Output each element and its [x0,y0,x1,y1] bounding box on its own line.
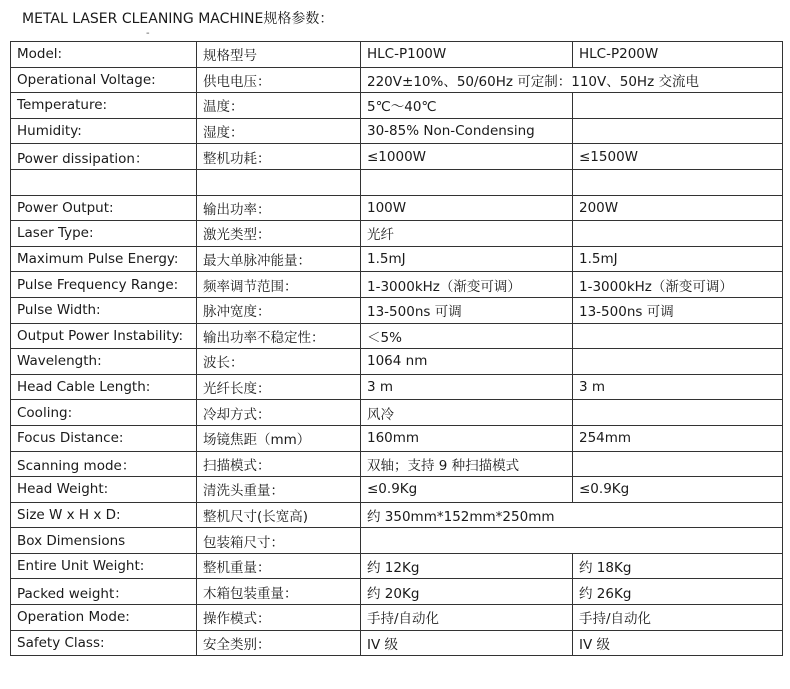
value-p100w: 5℃～40℃ [361,93,573,119]
value-p100w: 13-500ns 可调 [361,297,573,323]
value-shared [361,528,783,554]
param-name-cn: 安全类别： [197,630,361,656]
param-name-cn: 脉冲宽度： [197,297,361,323]
param-name-en: Head Weight: [11,477,197,503]
table-row [11,502,783,528]
table-row [11,323,783,349]
table-row [11,605,783,631]
param-name-en: Maximum Pulse Energy: [11,246,197,272]
value-p200w: ≤1500W [573,144,783,170]
value-p100w: 3 m [361,374,573,400]
table-row [11,169,783,195]
param-name-en: Operation Mode: [11,605,197,631]
value-p100w [361,169,573,195]
table-row [11,42,783,68]
table-row [11,93,783,119]
param-name-en: Entire Unit Weight: [11,553,197,579]
param-name-cn: 波长： [197,349,361,375]
stray-mark: - [146,28,150,39]
value-p200w [573,169,783,195]
param-name-en: Scanning mode： [11,451,197,477]
value-p100w: ≤0.9Kg [361,477,573,503]
param-name-en: Pulse Frequency Range: [11,272,197,298]
param-name-cn: 输出功率： [197,195,361,221]
value-p100w: 手持/自动化 [361,605,573,631]
param-name-cn: 扫描模式： [197,451,361,477]
value-p200w [573,400,783,426]
param-name-cn: 场镜焦距（mm） [197,425,361,451]
page-title: METAL LASER CLEANING MACHINE规格参数： [22,11,334,27]
table-row [11,400,783,426]
param-name-cn: 冷却方式： [197,400,361,426]
value-shared: 约 350mm*152mm*250mm [361,502,783,528]
param-name-cn: 供电电压： [197,67,361,93]
param-name-en: Laser Type: [11,221,197,247]
param-name-cn: 整机功耗： [197,144,361,170]
param-name-en: Focus Distance: [11,425,197,451]
param-name-en: Size W x H x D: [11,502,197,528]
value-p100w: 风冷 [361,400,573,426]
value-p200w: 1.5mJ [573,246,783,272]
value-p200w [573,451,783,477]
param-name-en [11,169,197,195]
table-row [11,67,783,93]
spec-table [10,41,783,656]
param-name-cn: 整机重量： [197,553,361,579]
table-row [11,246,783,272]
table-row [11,579,783,605]
param-name-en: Wavelength: [11,349,197,375]
value-p200w: 200W [573,195,783,221]
value-p200w [573,349,783,375]
table-row [11,477,783,503]
value-p200w: 254mm [573,425,783,451]
value-p200w: HLC-P200W [573,42,783,68]
value-p200w: 1-3000kHz（渐变可调） [573,272,783,298]
param-name-cn: 整机尺寸(长宽高) [197,502,361,528]
value-shared: 220V±10%、50/60Hz 可定制：110V、50Hz 交流电 [361,67,783,93]
param-name-en: Box Dimensions [11,528,197,554]
value-p200w [573,93,783,119]
param-name-en: Safety Class: [11,630,197,656]
table-row [11,374,783,400]
value-p100w: 1.5mJ [361,246,573,272]
value-p200w [573,118,783,144]
param-name-cn: 包装箱尺寸： [197,528,361,554]
param-name-en: Pulse Width: [11,297,197,323]
table-row [11,630,783,656]
value-p100w: 30-85% Non-Condensing [361,118,573,144]
value-p100w: IV 级 [361,630,573,656]
value-p100w: 1-3000kHz（渐变可调） [361,272,573,298]
param-name-en: Operational Voltage: [11,67,197,93]
table-row [11,553,783,579]
value-p200w: 约 18Kg [573,553,783,579]
param-name-cn: 温度： [197,93,361,119]
value-p200w: 约 26Kg [573,579,783,605]
param-name-cn: 规格型号 [197,42,361,68]
value-p100w: 光纤 [361,221,573,247]
value-p100w: ≤1000W [361,144,573,170]
value-p200w: ≤0.9Kg [573,477,783,503]
param-name-cn: 频率调节范围： [197,272,361,298]
table-row [11,425,783,451]
value-p200w: IV 级 [573,630,783,656]
param-name-cn: 清洗头重量： [197,477,361,503]
value-p100w: 100W [361,195,573,221]
param-name-en: Temperature: [11,93,197,119]
value-p100w: 1064 nm [361,349,573,375]
value-p100w: 约 12Kg [361,553,573,579]
table-row [11,195,783,221]
value-p200w: 3 m [573,374,783,400]
table-row [11,144,783,170]
param-name-en: Humidity: [11,118,197,144]
param-name-en: Cooling: [11,400,197,426]
param-name-en: Power dissipation： [11,144,197,170]
value-p100w: HLC-P100W [361,42,573,68]
param-name-cn: 激光类型： [197,221,361,247]
param-name-en: Packed weight： [11,579,197,605]
value-p100w: 约 20Kg [361,579,573,605]
param-name-en: Model: [11,42,197,68]
table-row [11,118,783,144]
value-p100w: 160mm [361,425,573,451]
table-row [11,272,783,298]
param-name-en: Output Power Instability: [11,323,197,349]
value-p200w: 13-500ns 可调 [573,297,783,323]
param-name-cn: 湿度： [197,118,361,144]
param-name-cn: 输出功率不稳定性： [197,323,361,349]
value-p200w: 手持/自动化 [573,605,783,631]
value-p100w: ＜5% [361,323,573,349]
param-name-cn [197,169,361,195]
param-name-en: Power Output: [11,195,197,221]
param-name-cn: 光纤长度： [197,374,361,400]
table-row [11,528,783,554]
param-name-cn: 木箱包装重量： [197,579,361,605]
param-name-cn: 最大单脉冲能量： [197,246,361,272]
value-p100w: 双轴；支持 9 种扫描模式 [361,451,573,477]
table-row [11,297,783,323]
table-row [11,451,783,477]
table-row [11,349,783,375]
param-name-en: Head Cable Length: [11,374,197,400]
param-name-cn: 操作模式： [197,605,361,631]
value-p200w [573,323,783,349]
table-row [11,221,783,247]
value-p200w [573,221,783,247]
